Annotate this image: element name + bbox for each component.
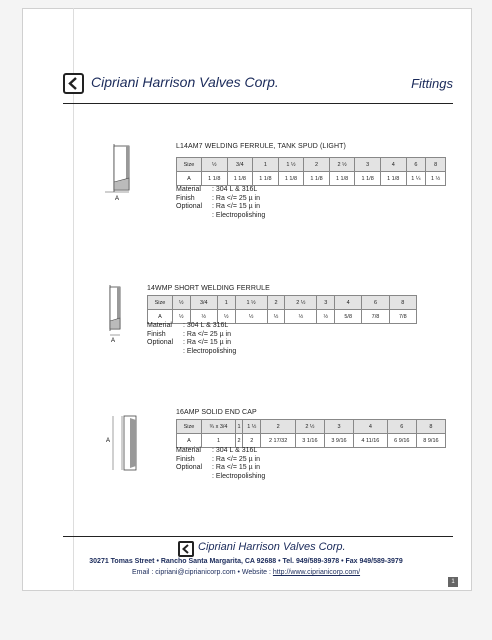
company-name: Cipriani Harrison Valves Corp.	[91, 74, 279, 90]
a-cell: 1 1/8	[355, 172, 381, 186]
page-header	[63, 72, 453, 100]
a-cell: 1 1/8	[253, 172, 279, 186]
a-cell: 1 1/8	[278, 172, 304, 186]
a-cell: 4 11/16	[354, 434, 388, 448]
size-cell: 2 ½	[285, 296, 317, 310]
size-cell: 6	[387, 420, 416, 434]
a-cell: 3 1/16	[295, 434, 324, 448]
dimension-a-label: A	[106, 438, 111, 444]
size-cell: ¾ x 3/4	[202, 420, 236, 434]
size-cell: 4	[354, 420, 388, 434]
size-cell: 1 ½	[243, 420, 261, 434]
footer-divider	[63, 536, 453, 537]
a-cell: 1 1/8	[304, 172, 330, 186]
a-cell: 1 ½	[426, 172, 446, 186]
size-cell: 2	[267, 296, 285, 310]
size-cell: 3	[324, 420, 353, 434]
size-cell: 2	[261, 420, 296, 434]
a-cell: ½	[285, 310, 317, 324]
size-cell: 1 ½	[278, 158, 304, 172]
a-cell: 2	[243, 434, 261, 448]
size-header: Size	[148, 296, 173, 310]
size-header: Size	[177, 420, 202, 434]
a-cell: 8 9/16	[416, 434, 445, 448]
ferrule-drawing	[100, 140, 140, 202]
size-cell: 8	[416, 420, 445, 434]
a-cell: 1 1/8	[380, 172, 406, 186]
a-cell: ½	[235, 310, 267, 324]
a-header: A	[177, 172, 202, 186]
footer-logo-icon	[178, 541, 194, 557]
section-title: Fittings	[411, 76, 453, 91]
contact-line: Email : cipriani@ciprianicorp.com • Website : http://www.ciprianicorp.com/	[131, 569, 361, 576]
size-cell: 8	[426, 158, 446, 172]
a-header: A	[177, 434, 202, 448]
size-cell: ½	[202, 158, 228, 172]
size-cell: 6	[362, 296, 389, 310]
size-cell: 8	[389, 296, 416, 310]
company-address: 30271 Tomas Street • Rancho Santa Margarita, CA 92688 • Tel. 949/589-3978 • Fax 949/589-3979	[89, 558, 403, 565]
footer-company-name: Cipriani Harrison Valves Corp.	[198, 541, 346, 553]
size-cell: 6	[406, 158, 426, 172]
a-cell: 1	[202, 434, 236, 448]
a-cell: 7/8	[389, 310, 416, 324]
product-properties: Material : 304 L & 316L Finish : Ra </= 25 µ in Optional : Ra </= 15 µ in : Electropolishing	[176, 186, 266, 219]
product-title: 14WMP SHORT WELDING FERRULE	[147, 285, 270, 292]
spec-table	[176, 419, 446, 448]
a-cell: ½	[267, 310, 285, 324]
size-cell: 1 ½	[235, 296, 267, 310]
a-cell: 6 9/16	[387, 434, 416, 448]
dimension-a-label: A	[115, 196, 120, 202]
a-cell: ½	[217, 310, 235, 324]
size-cell: 3/4	[227, 158, 253, 172]
dimension-a-label: A	[111, 338, 116, 344]
product-properties: Material : 304 L & 316L Finish : Ra </= 25 µ in Optional : Ra </= 15 µ in : Electropolishing	[176, 447, 266, 480]
spec-table	[176, 157, 446, 186]
spec-table	[147, 295, 417, 324]
size-cell: 3	[317, 296, 335, 310]
short-ferrule-drawing	[100, 283, 140, 345]
a-cell: 7/8	[362, 310, 389, 324]
size-cell: ½	[173, 296, 191, 310]
product-title: 16AMP SOLID END CAP	[176, 409, 257, 416]
a-cell: 1 1/8	[329, 172, 355, 186]
product-properties: Material : 304 L & 316L Finish : Ra </= 25 µ in Optional : Ra </= 15 µ in : Electropolishing	[147, 322, 237, 355]
a-cell: 1 ¼	[406, 172, 426, 186]
company-logo-icon	[63, 73, 84, 94]
a-cell: ½	[173, 310, 191, 324]
a-cell: ½	[317, 310, 335, 324]
size-header: Size	[177, 158, 202, 172]
website-link[interactable]: http://www.ciprianicorp.com/	[272, 569, 361, 576]
size-cell: 2 ½	[295, 420, 324, 434]
a-cell: 5/8	[335, 310, 362, 324]
product-title: L14AM7 WELDING FERRULE, TANK SPUD (LIGHT)	[176, 143, 346, 150]
size-cell: 2 ½	[329, 158, 355, 172]
a-cell: 1 1/8	[202, 172, 228, 186]
size-cell: 3	[355, 158, 381, 172]
email-link[interactable]: cipriani@ciprianicorp.com	[155, 569, 236, 576]
end-cap-drawing	[100, 412, 140, 476]
a-cell: 1 1/8	[227, 172, 253, 186]
a-cell: 2 17/32	[261, 434, 296, 448]
a-cell: ½	[190, 310, 217, 324]
page-number: 1	[448, 577, 458, 587]
header-divider	[63, 103, 453, 104]
size-cell: 4	[380, 158, 406, 172]
a-cell: 3 9/16	[324, 434, 353, 448]
a-header: A	[148, 310, 173, 324]
size-cell: 2	[304, 158, 330, 172]
size-cell: 1	[217, 296, 235, 310]
a-cell: 2	[235, 434, 242, 448]
size-cell: 4	[335, 296, 362, 310]
size-cell: 1	[235, 420, 242, 434]
size-cell: 1	[253, 158, 279, 172]
size-cell: 3/4	[190, 296, 217, 310]
